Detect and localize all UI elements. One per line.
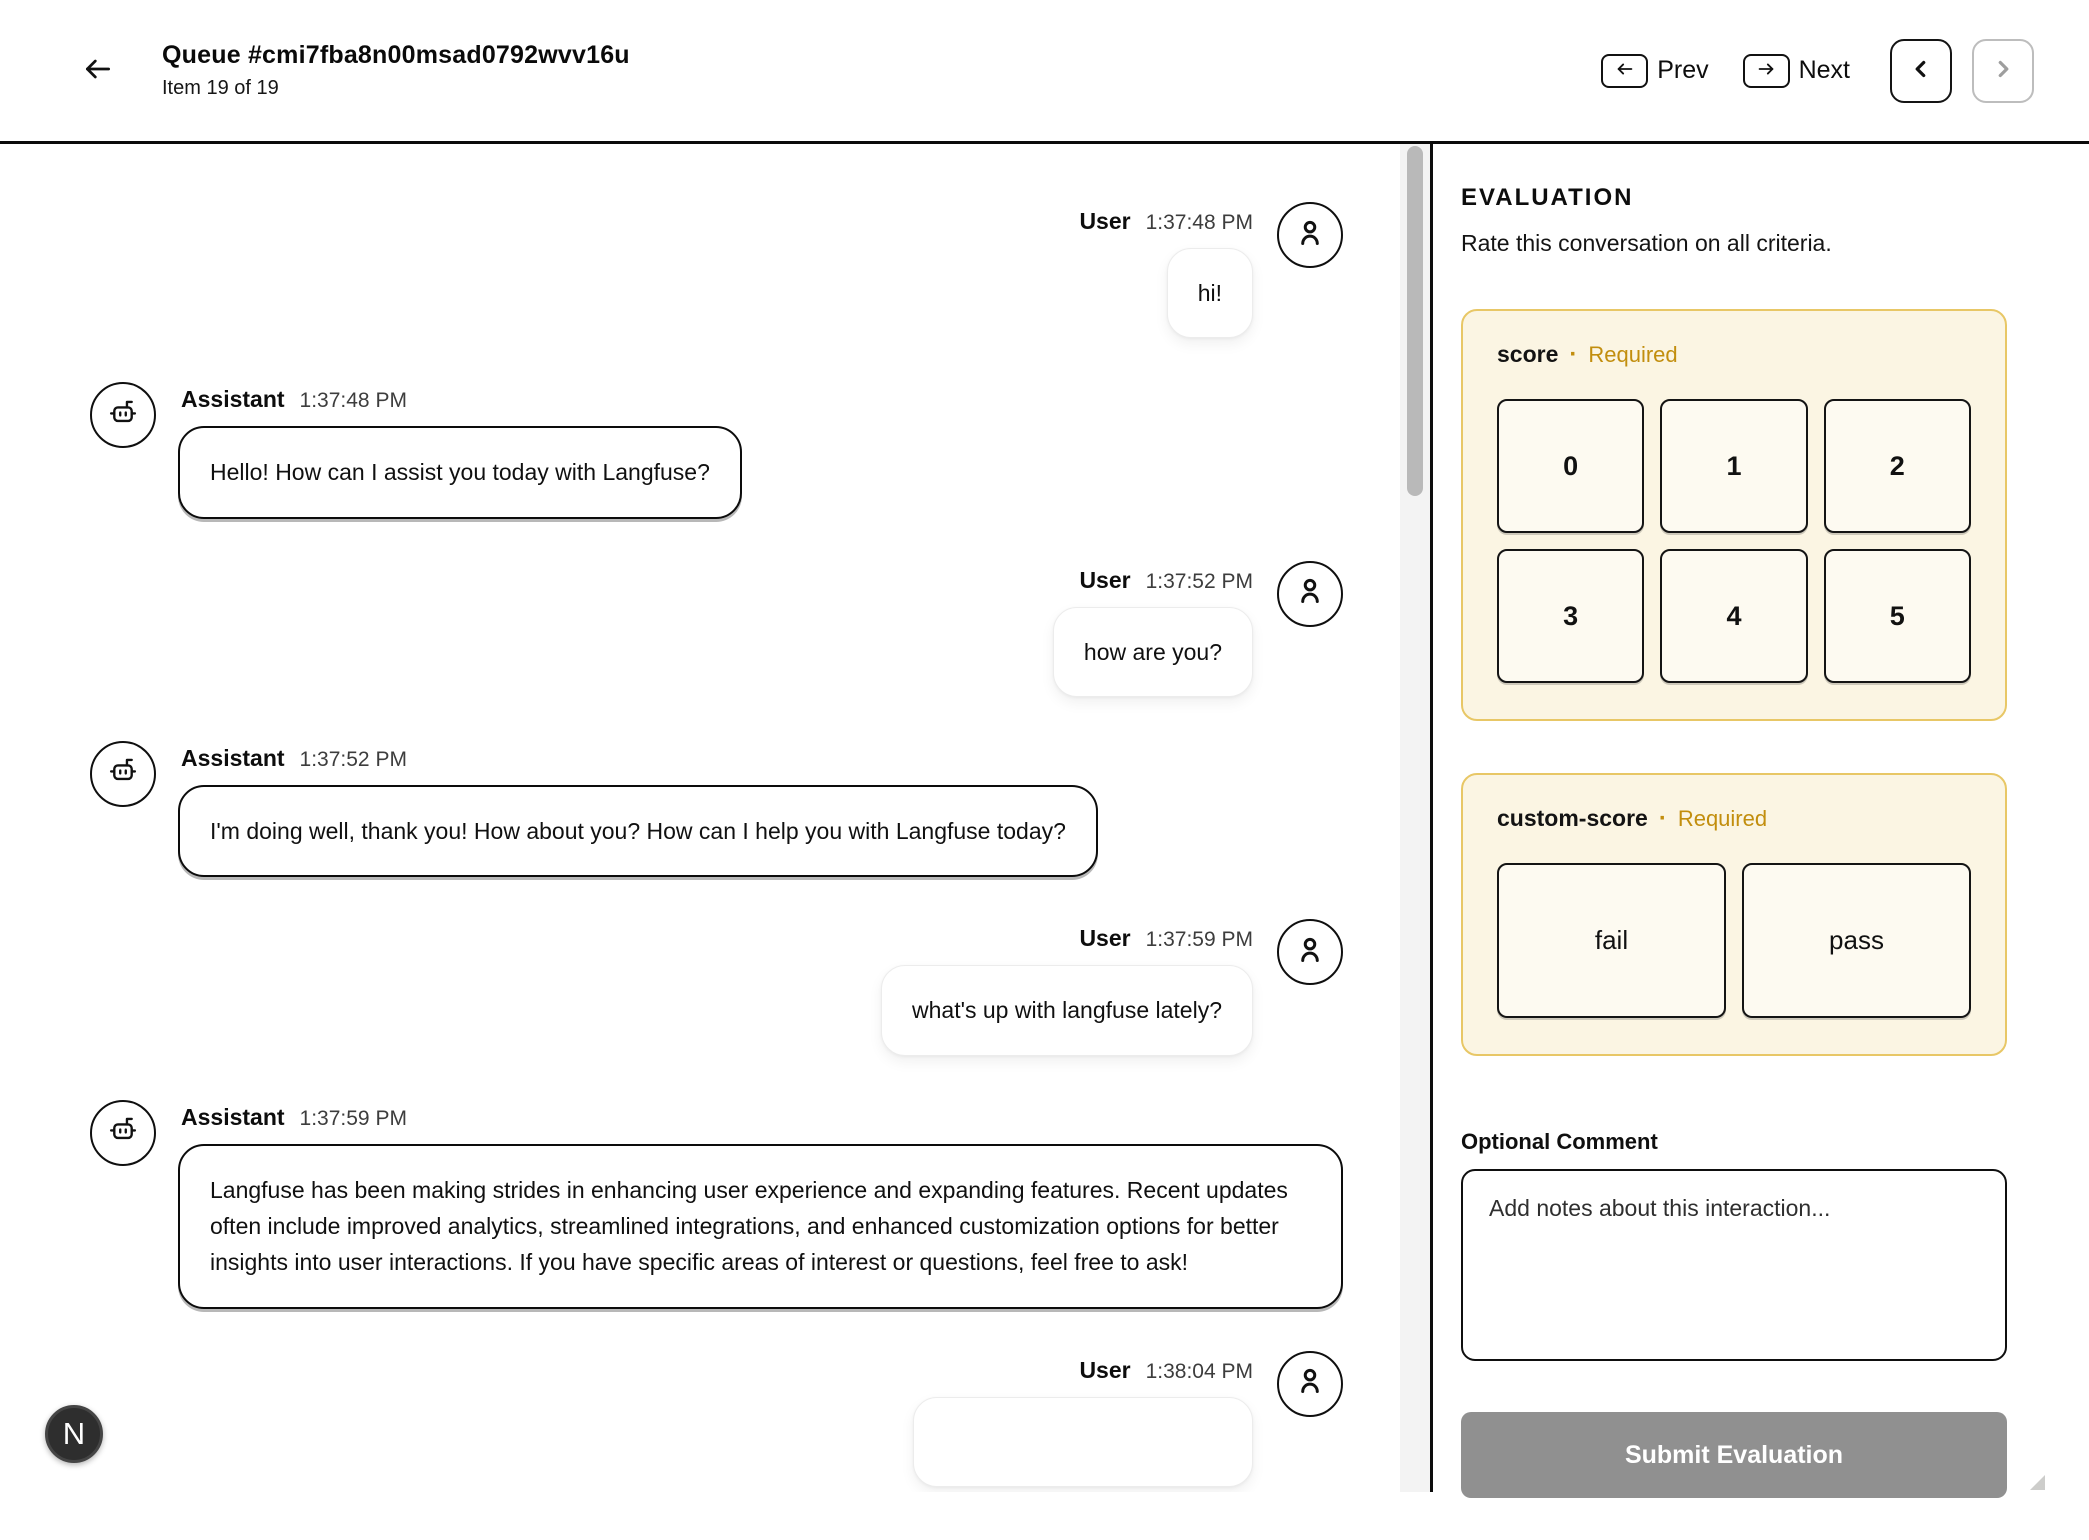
queue-title: Queue #cmi7fba8n00msad0792wvv16u <box>162 41 630 69</box>
back-button[interactable] <box>78 51 118 91</box>
chevron-right-icon <box>1990 56 2016 85</box>
message-timestamp: 1:37:59 PM <box>299 1106 407 1130</box>
criterion-name: score <box>1497 341 1559 367</box>
main-split <box>0 144 2089 1492</box>
assistant-avatar <box>90 382 156 448</box>
criterion-option-button[interactable]: 5 <box>1824 549 1971 683</box>
person-icon <box>1291 214 1329 257</box>
message-header <box>1076 567 1253 594</box>
message-bubble: I'm doing well, thank you! How about you? How can I help you with Langfuse today? <box>178 785 1098 877</box>
person-icon <box>1291 931 1329 974</box>
message-content <box>881 925 1253 1055</box>
message-bubble: how are you? <box>1053 607 1253 697</box>
prev-key-box <box>1601 54 1648 88</box>
criterion-option-button[interactable]: 2 <box>1824 399 1971 533</box>
user-avatar <box>1277 202 1343 268</box>
criterion-card <box>1461 773 2007 1056</box>
prev-label: Prev <box>1657 56 1709 84</box>
back-arrow-icon <box>82 53 114 88</box>
message-row <box>90 1357 1343 1487</box>
message-timestamp: 1:37:48 PM <box>1145 211 1253 234</box>
conversation-pane <box>0 144 1400 1492</box>
pager-group <box>1890 39 2034 103</box>
message-timestamp: 1:37:48 PM <box>299 389 407 413</box>
message-timestamp: 1:37:52 PM <box>1145 569 1253 593</box>
required-label: Required <box>1588 342 1678 367</box>
criterion-option-button[interactable]: 1 <box>1660 399 1807 533</box>
criterion-name: custom-score <box>1497 805 1648 831</box>
message-role: Assistant <box>181 1103 285 1130</box>
message-row <box>90 1104 1343 1309</box>
chat-scrollbar-track[interactable] <box>1400 144 1430 1492</box>
person-icon <box>1291 572 1329 615</box>
message-bubble <box>913 1397 1253 1487</box>
message-row <box>90 567 1343 697</box>
evaluation-title: EVALUATION <box>1461 184 1634 211</box>
criterion-option-button[interactable]: 4 <box>1660 549 1807 683</box>
prev-next-group <box>1601 54 1850 88</box>
user-avatar <box>1277 561 1343 627</box>
criterion-option-button[interactable]: fail <box>1497 863 1726 1018</box>
robot-icon <box>104 1111 142 1154</box>
title-block <box>162 41 630 100</box>
n-logo-letter: N <box>62 1416 86 1451</box>
comment-label: Optional Comment <box>1461 1129 1658 1154</box>
message-bubble: what's up with langfuse lately? <box>881 965 1253 1055</box>
message-header <box>1076 1357 1253 1384</box>
user-avatar <box>1277 919 1343 985</box>
submit-evaluation-button[interactable]: Submit Evaluation <box>1461 1412 2007 1498</box>
criterion-option-button[interactable]: pass <box>1742 863 1971 1018</box>
message-timestamp: 1:37:52 PM <box>299 747 407 771</box>
message-content <box>178 745 1098 877</box>
page-prev-button[interactable] <box>1890 39 1952 103</box>
required-label: Required <box>1677 806 1768 831</box>
user-avatar <box>1277 1351 1343 1417</box>
message-row <box>90 925 1343 1055</box>
message-role: User <box>1079 566 1131 593</box>
criterion-card <box>1461 309 2007 721</box>
message-timestamp: 1:38:04 PM <box>1145 1359 1253 1383</box>
message-bubble: hi! <box>1167 248 1253 338</box>
person-icon <box>1291 1362 1329 1405</box>
nextjs-dev-logo[interactable] <box>45 1405 103 1463</box>
message-header <box>1076 925 1253 952</box>
message-role: Assistant <box>181 744 285 771</box>
robot-icon <box>104 394 142 437</box>
prev-button[interactable] <box>1601 54 1708 88</box>
criterion-options <box>1497 863 1971 1018</box>
chat-scrollbar-thumb[interactable] <box>1407 146 1423 496</box>
message-list <box>90 208 1343 1487</box>
criterion-options <box>1497 399 1971 683</box>
evaluation-pane <box>1433 144 2089 1492</box>
next-button[interactable] <box>1743 54 1850 88</box>
message-header <box>178 1104 1343 1131</box>
criterion-header <box>1497 805 1971 833</box>
required-dot: · <box>1658 805 1667 832</box>
evaluation-subtitle: Rate this conversation on all criteria. <box>1461 230 1832 256</box>
message-role: Assistant <box>181 386 285 413</box>
comment-textarea[interactable] <box>1461 1169 2007 1361</box>
message-content <box>1076 208 1253 338</box>
message-content <box>913 1357 1253 1487</box>
message-timestamp: 1:37:59 PM <box>1145 928 1253 952</box>
resize-handle[interactable] <box>2030 1475 2045 1490</box>
message-header <box>178 745 1098 772</box>
required-dot: · <box>1569 341 1578 368</box>
message-row <box>90 208 1343 338</box>
assistant-avatar <box>90 1100 156 1166</box>
message-bubble: Hello! How can I assist you today with Langfuse? <box>178 426 742 518</box>
page-next-button[interactable] <box>1972 39 2034 103</box>
header <box>0 0 2089 144</box>
next-key-box <box>1743 54 1790 88</box>
criterion-option-button[interactable]: 0 <box>1497 399 1644 533</box>
message-role: User <box>1079 925 1131 952</box>
message-role: User <box>1079 208 1131 234</box>
message-content <box>1053 567 1253 697</box>
message-header <box>178 386 742 413</box>
arrow-left-icon <box>1614 58 1636 83</box>
queue-item-counter: Item 19 of 19 <box>162 77 279 99</box>
assistant-avatar <box>90 741 156 807</box>
message-row <box>90 745 1343 877</box>
next-label: Next <box>1798 56 1850 84</box>
criterion-option-button[interactable]: 3 <box>1497 549 1644 683</box>
message-role: User <box>1079 1356 1131 1383</box>
message-row <box>90 386 1343 518</box>
message-content <box>178 1104 1343 1309</box>
arrow-right-icon <box>1755 58 1777 83</box>
chevron-left-icon <box>1908 56 1934 85</box>
robot-icon <box>104 752 142 795</box>
criterion-header <box>1497 341 1971 369</box>
criteria-list <box>1461 309 2007 1056</box>
message-bubble: Langfuse has been making strides in enhancing user experience and expanding features. Recent updates often include improved analytics, streamlined integrations, and enhanced customization options for better insights into user interactions. If you have specific areas of interest or questions, feel free to ask! <box>178 1144 1343 1309</box>
message-header <box>1076 208 1253 235</box>
message-content <box>178 386 742 518</box>
